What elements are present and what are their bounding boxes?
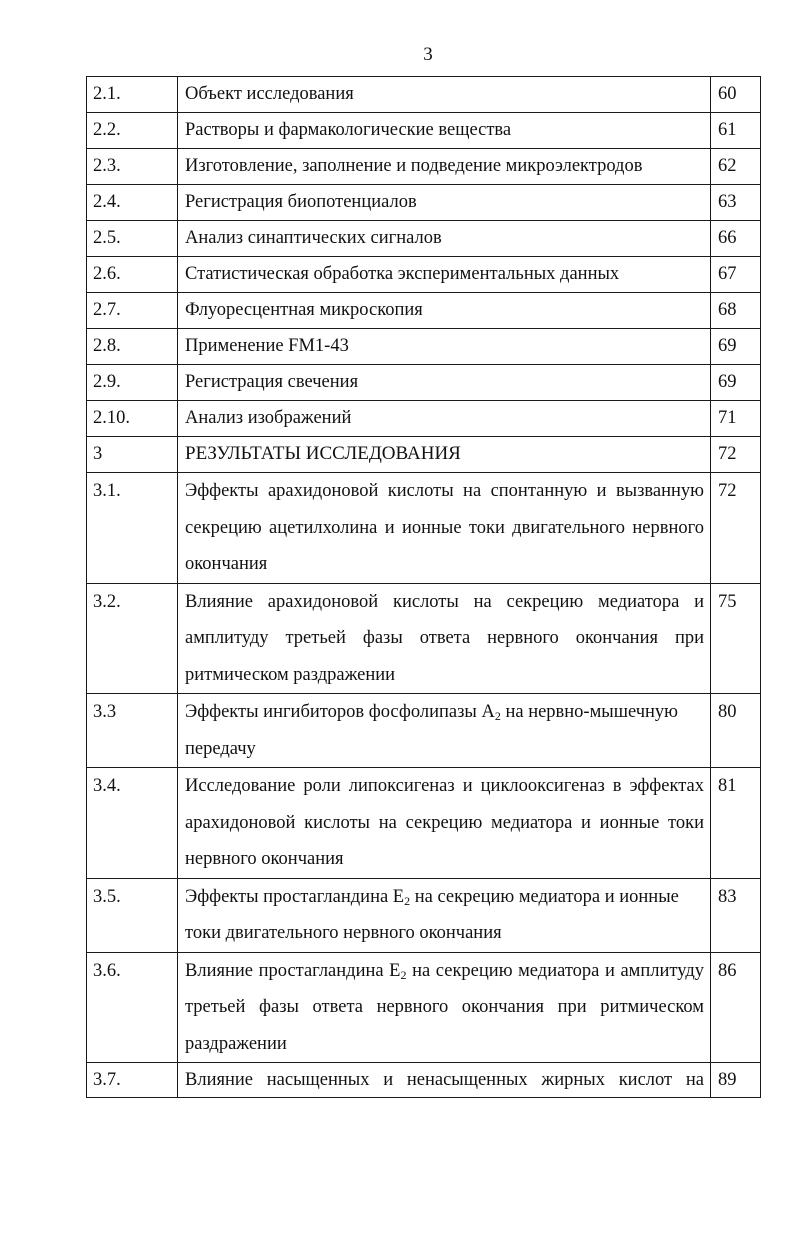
section-number: 3.1. (93, 481, 121, 501)
section-title (185, 879, 704, 952)
section-title: Изготовление, заполнение и подведение микроэлектродов (185, 156, 643, 176)
page-ref: 60 (718, 84, 737, 104)
toc-row (87, 694, 761, 768)
title-text: на нервно-мышечную передачу (185, 702, 679, 759)
title-text: на секрецию медиатора и ионные токи двигательного нервного окончания (185, 886, 679, 943)
section-number: 3.5. (93, 886, 121, 907)
section-number: 2.1. (93, 84, 121, 104)
page-ref: 86 (718, 960, 737, 981)
page-ref: 61 (718, 120, 737, 140)
toc-row-chapter (87, 437, 761, 473)
title-text: Влияние простагландина E (185, 960, 401, 981)
toc-row (87, 293, 761, 329)
section-title: Эффекты арахидоновой кислоты на спонтанную и вызванную секрецию ацетилхолина и ионные токи двигательного нервного окончания (185, 481, 704, 574)
page-ref: 89 (718, 1070, 737, 1090)
toc-row (87, 583, 761, 694)
table-of-contents (86, 76, 761, 1098)
section-number: 2.6. (93, 264, 121, 284)
section-number: 2.8. (93, 336, 121, 356)
toc-row (87, 221, 761, 257)
toc-row (87, 77, 761, 113)
title-text: Эффекты простагландина E (185, 886, 405, 907)
page-ref: 62 (718, 156, 737, 176)
page-ref: 81 (718, 776, 737, 796)
section-number: 2.3. (93, 156, 121, 176)
toc-row (87, 473, 761, 584)
section-number: 2.10. (93, 408, 130, 428)
section-title: Объект исследования (185, 84, 354, 104)
section-title: Анализ синаптических сигналов (185, 228, 442, 248)
section-title: Влияние арахидоновой кислоты на секрецию медиатора и амплитуду третьей фазы ответа нервного окончания при ритмическом раздражении (185, 591, 704, 685)
toc-row (87, 365, 761, 401)
section-number: 3.4. (93, 776, 121, 796)
subscript: 2 (400, 967, 407, 982)
toc-row (87, 257, 761, 293)
section-title: Статистическая обработка экспериментальных данных (185, 264, 620, 284)
toc-row (87, 113, 761, 149)
toc-row (87, 149, 761, 185)
section-number: 2.9. (93, 372, 121, 392)
section-title: Исследование роли липоксигеназ и циклооксигеназ в эффектах арахидоновой кислоты на секрецию медиатора и ионные токи нервного окончания (185, 776, 704, 869)
section-number: 3.3 (93, 702, 117, 722)
page-ref: 66 (718, 228, 737, 248)
subscript: 2 (494, 709, 501, 723)
section-number: 2.4. (93, 192, 121, 212)
page-ref: 63 (718, 192, 737, 212)
page-ref: 71 (718, 408, 737, 428)
toc-row (87, 768, 761, 879)
section-number: 2.2. (93, 120, 121, 140)
page-ref: 72 (718, 481, 737, 501)
page-ref: 69 (718, 372, 737, 392)
section-number: 2.7. (93, 300, 121, 320)
page-ref: 80 (718, 702, 737, 722)
page-ref: 83 (718, 886, 737, 907)
page-ref: 72 (718, 444, 737, 464)
section-number: 3 (93, 444, 103, 464)
section-number: 3.7. (93, 1070, 121, 1090)
section-number: 2.5. (93, 228, 121, 248)
page-ref: 67 (718, 264, 737, 284)
chapter-title: РЕЗУЛЬТАТЫ ИССЛЕДОВАНИЯ (185, 443, 461, 464)
toc-row (87, 952, 761, 1063)
page-number: 3 (423, 44, 433, 65)
title-text: Эффекты ингибиторов фосфолипазы A (185, 702, 495, 722)
section-title (185, 953, 704, 1063)
toc-row (87, 185, 761, 221)
page-ref: 69 (718, 336, 737, 356)
section-title: Регистрация свечения (185, 372, 359, 392)
toc-row (87, 329, 761, 365)
section-title: Влияние насыщенных и ненасыщенных жирных кислот на (185, 1070, 704, 1090)
toc-row (87, 401, 761, 437)
section-title (185, 694, 704, 767)
subscript: 2 (404, 893, 411, 908)
section-title: Анализ изображений (185, 408, 352, 428)
toc-row (87, 1063, 761, 1098)
section-title: Флуоресцентная микроскопия (185, 300, 423, 320)
section-number: 3.6. (93, 960, 121, 981)
section-title: Регистрация биопотенциалов (185, 192, 417, 212)
page-ref: 68 (718, 300, 737, 320)
title-text: на секрецию медиатора и амплитуду третьей фазы ответа нервного окончания при ритмическом раздражении (185, 960, 704, 1054)
section-number: 3.2. (93, 591, 121, 612)
page-ref: 75 (718, 591, 737, 612)
section-title: Растворы и фармакологические вещества (185, 120, 512, 140)
section-title: Применение FM1-43 (185, 336, 349, 356)
toc-row (87, 878, 761, 952)
